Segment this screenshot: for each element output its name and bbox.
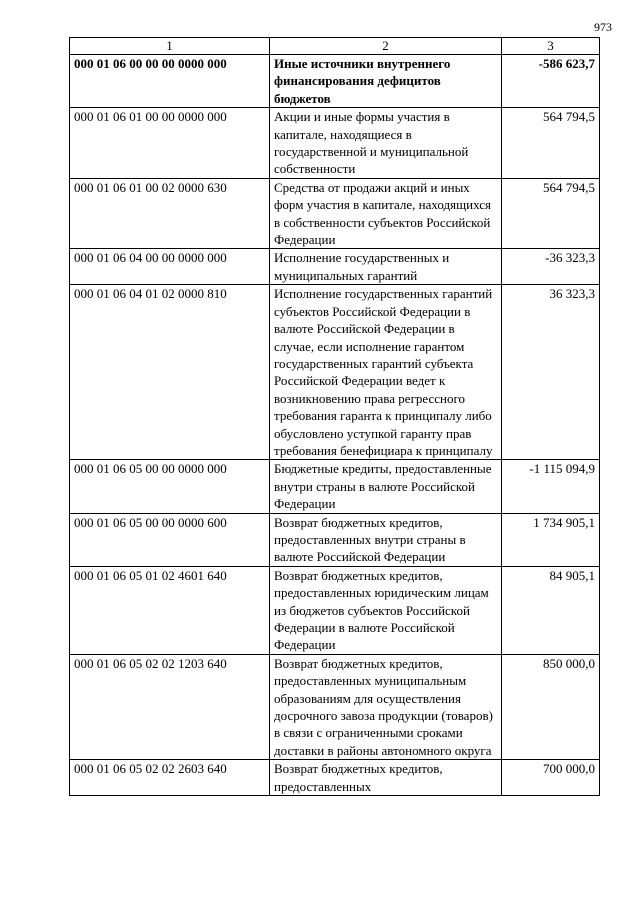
table-row [70, 513, 600, 566]
source-name-cell: Возврат бюджетных кредитов, предоставленных внутри страны в валюте Российской Федерации [270, 513, 502, 566]
budget-code-cell: 000 01 06 00 00 00 0000 000 [70, 55, 270, 108]
table-row [70, 460, 600, 513]
source-name-cell: Возврат бюджетных кредитов, предоставленных юридическим лицам из бюджетов субъектов Российской Федерации в валюте Российской Федерации [270, 566, 502, 654]
amount-cell: 1 734 905,1 [502, 513, 600, 566]
budget-code-cell: 000 01 06 04 01 02 0000 810 [70, 285, 270, 460]
budget-code-cell: 000 01 06 05 00 00 0000 000 [70, 460, 270, 513]
amount-cell: 564 794,5 [502, 108, 600, 179]
table-row [70, 108, 600, 179]
amount-cell: 850 000,0 [502, 654, 600, 759]
source-name-cell: Средства от продажи акций и иных форм участия в капитале, находящихся в собственности субъектов Российской Федерации [270, 178, 502, 249]
source-name-cell: Иные источники внутреннего финансирования дефицитов бюджетов [270, 55, 502, 108]
budget-code-cell: 000 01 06 04 00 00 0000 000 [70, 249, 270, 285]
table-row [70, 55, 600, 108]
column-number-1: 1 [70, 38, 270, 55]
amount-cell: 564 794,5 [502, 178, 600, 249]
table-body [70, 55, 600, 796]
table-header-row [70, 38, 600, 55]
source-name-cell: Акции и иные формы участия в капитале, находящиеся в государственной и муниципальной собственности [270, 108, 502, 179]
table-row [70, 654, 600, 759]
source-name-cell: Исполнение государственных и муниципальных гарантий [270, 249, 502, 285]
table-row [70, 178, 600, 249]
budget-code-cell: 000 01 06 01 00 02 0000 630 [70, 178, 270, 249]
financing-sources-table [69, 37, 600, 796]
budget-code-cell: 000 01 06 05 00 00 0000 600 [70, 513, 270, 566]
amount-cell: 84 905,1 [502, 566, 600, 654]
table-row [70, 566, 600, 654]
amount-cell: -36 323,3 [502, 249, 600, 285]
source-name-cell: Бюджетные кредиты, предоставленные внутри страны в валюте Российской Федерации [270, 460, 502, 513]
budget-code-cell: 000 01 06 05 02 02 2603 640 [70, 760, 270, 796]
page-number: 973 [594, 20, 612, 34]
column-number-2: 2 [270, 38, 502, 55]
budget-code-cell: 000 01 06 05 01 02 4601 640 [70, 566, 270, 654]
amount-cell: -586 623,7 [502, 55, 600, 108]
source-name-cell: Возврат бюджетных кредитов, предоставленных муниципальным образованиям для осуществления досрочного завоза продукции (товаров) в связи с ограниченными сроками доставки в районы автономного округа [270, 654, 502, 759]
table-row [70, 760, 600, 796]
budget-code-cell: 000 01 06 05 02 02 1203 640 [70, 654, 270, 759]
amount-cell: -1 115 094,9 [502, 460, 600, 513]
source-name-cell: Исполнение государственных гарантий субъектов Российской Федерации в валюте Российской Федерации в случае, если исполнение гарантом государственных гарантий субъекта Российской Федерации ведет к возникновению права регрессного требования гаранта к принципалу либо обусловлено уступкой гаранту прав требования бенефициара к принципалу [270, 285, 502, 460]
column-number-3: 3 [502, 38, 600, 55]
budget-code-cell: 000 01 06 01 00 00 0000 000 [70, 108, 270, 179]
amount-cell: 700 000,0 [502, 760, 600, 796]
table-row [70, 285, 600, 460]
amount-cell: 36 323,3 [502, 285, 600, 460]
source-name-cell: Возврат бюджетных кредитов, предоставленных [270, 760, 502, 796]
table-row [70, 249, 600, 285]
